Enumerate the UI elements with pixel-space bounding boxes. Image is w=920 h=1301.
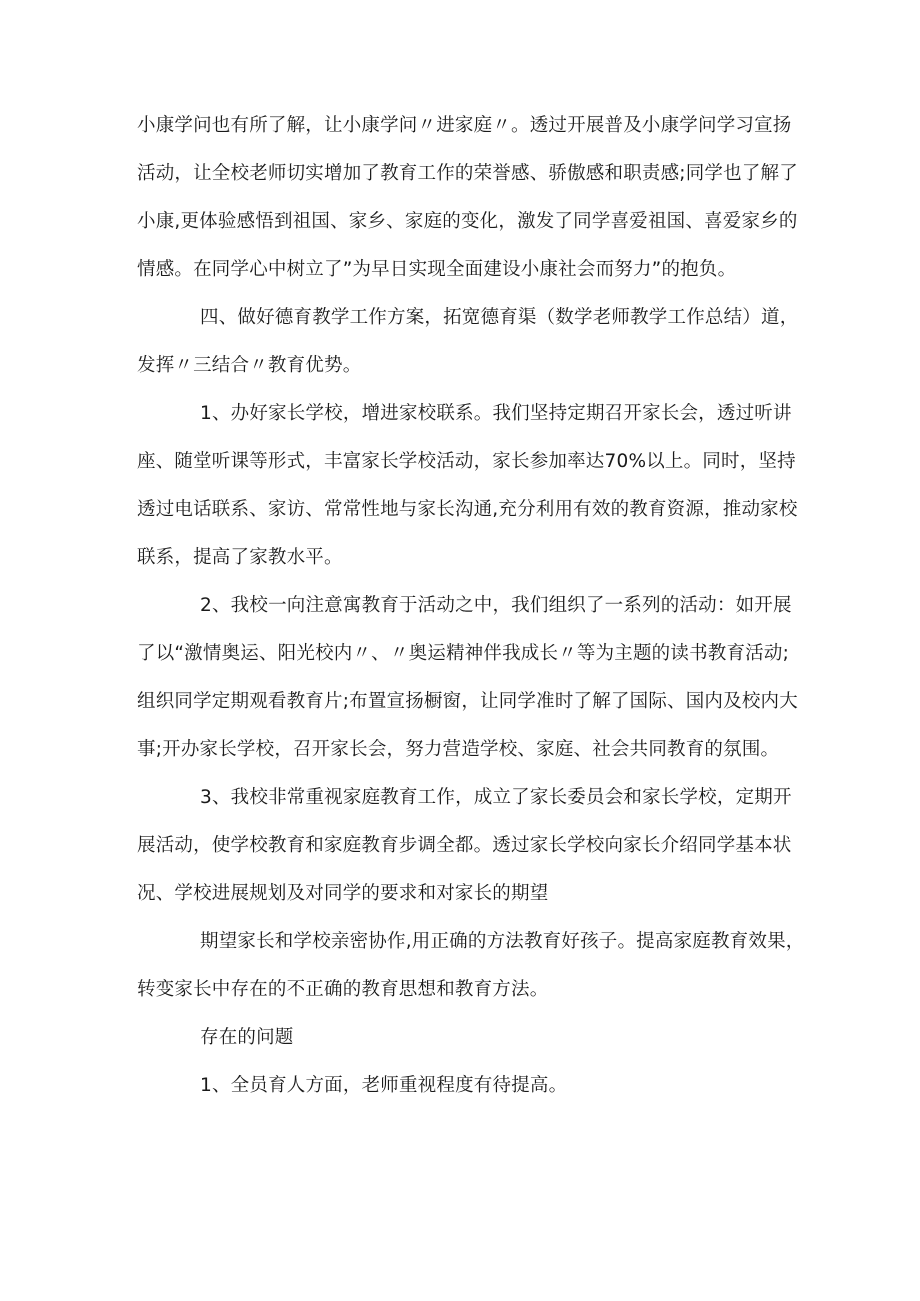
list-item-line: 1、全员育人方面，老师重视程度有待提高。 xyxy=(200,1075,568,1096)
text-line: 了以“激情奥运、阳光校内〃、〃奥运精神伴我成长〃等为主题的读书教育活动; xyxy=(137,643,790,664)
text-line: 展活动，使学校教育和家庭教育步调全都。透过家长学校向家长介绍同学基本状 xyxy=(137,835,792,856)
document-page xyxy=(137,110,805,1118)
text-line: 座、随堂听课等形式，丰富家长学校活动，家长参加率达70%以上。同时，坚持 xyxy=(137,451,796,472)
text-line: 况、学校进展规划及对同学的要求和对家长的期望 xyxy=(137,883,549,904)
text-line: 活动，让全校老师切实增加了教育工作的荣誉感、骄傲感和职责感;同学也了解了 xyxy=(137,163,798,184)
text-line: 小康学问也有所了解，让小康学问〃进家庭〃。透过开展普及小康学问学习宣扬 xyxy=(137,115,792,136)
text-line: 透过电话联系、家访、常常性地与家长沟通,充分利用有效的教育资源，推动家校 xyxy=(137,499,798,520)
text-line: 联系，提高了家教水平。 xyxy=(137,547,343,568)
text-line: 转变家长中存在的不正确的教育思想和教育方法。 xyxy=(137,979,549,1000)
list-item-line: 3、我校非常重视家庭教育工作，成立了家长委员会和家长学校，定期开 xyxy=(200,787,792,808)
text-line: 情感。在同学心中树立了”为早日实现全面建设小康社会而努力”的抱负。 xyxy=(137,259,737,280)
list-item-line: 2、我校一向注意寓教育于活动之中，我们组织了一系列的活动：如开展 xyxy=(200,595,792,616)
text-line: 组织同学定期观看教育片;布置宣扬橱窗，让同学准时了解了国际、国内及校内大 xyxy=(137,691,798,712)
text-line: 发挥〃三结合〃教育优势。 xyxy=(137,355,362,376)
text-line: 小康,更体验感悟到祖国、家乡、家庭的变化，激发了同学喜爱祖国、喜爱家乡的 xyxy=(137,211,798,232)
text-line: 事;开办家长学校，召开家长会，努力营造学校、家庭、社会共同教育的氛围。 xyxy=(137,739,780,760)
section-heading-line: 四、做好德育教学工作方案，拓宽德育渠（数学老师教学工作总结）道， xyxy=(200,307,799,328)
section-title-line: 存在的问题 xyxy=(200,1027,294,1048)
list-item-line: 1、办好家长学校，增进家校联系。我们坚持定期召开家长会，透过听讲 xyxy=(200,403,792,424)
paragraph-line: 期望家长和学校亲密协作,用正确的方法教育好孩子。提高家庭教育效果， xyxy=(200,931,805,952)
